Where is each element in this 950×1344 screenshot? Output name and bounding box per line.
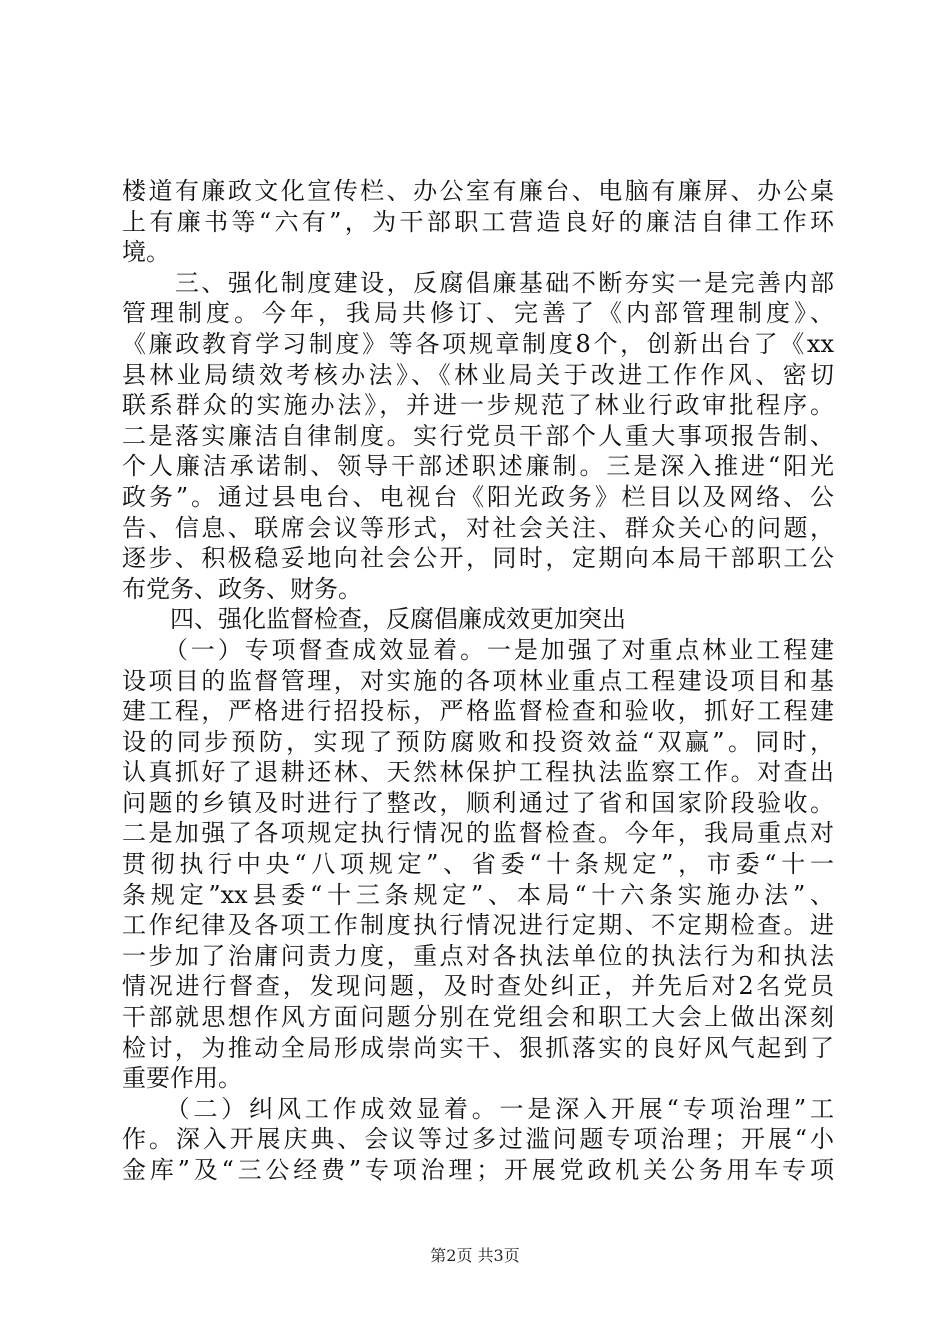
text-line: 境。 (122, 238, 170, 267)
text-line: 个人廉洁承诺制、领导干部述职述廉制。三是深入推进“阳光 (122, 452, 834, 481)
text-line: 告、信息、联席会议等形式，对社会关注、群众关心的问题， (122, 513, 834, 542)
text-line: 布党务、政务、财务。 (122, 574, 362, 603)
text-line: 检讨，为推动全局形成崇尚实干、狠抓落实的良好风气起到了 (122, 1033, 834, 1062)
text-line: 贯彻执行中央“八项规定”、省委“十条规定”，市委“十一 (122, 850, 834, 879)
text-line: 重要作用。 (122, 1064, 242, 1093)
text-line: 干部就思想作风方面问题分别在党组会和职工大会上做出深刻 (122, 1003, 834, 1032)
text-line: 问题的乡镇及时进行了整改，顺利通过了省和国家阶段验收。 (122, 788, 834, 817)
text-line: （二）纠风工作成效显着。一是深入开展“专项治理”工 (122, 1094, 834, 1123)
text-line: 管理制度。今年，我局共修订、完善了《内部管理制度》、 (122, 299, 834, 328)
text-line: 四、强化监督检查，反腐倡廉成效更加突出 (122, 605, 626, 634)
text-line: 二是加强了各项规定执行情况的监督检查。今年，我局重点对 (122, 819, 834, 848)
text-line: 政务”。通过县电台、电视台《阳光政务》栏目以及网络、公 (122, 482, 834, 511)
text-line: 一步加了治庸问责力度，重点对各执法单位的执法行为和执法 (122, 941, 834, 970)
page-footer (0, 1246, 950, 1266)
text-line: 建工程，严格进行招投标，严格监督检查和验收，抓好工程建 (122, 697, 834, 726)
text-line: 作。深入开展庆典、会议等过多过滥问题专项治理；开展“小 (122, 1125, 834, 1154)
text-line: 楼道有廉政文化宣传栏、办公室有廉台、电脑有廉屏、办公桌 (122, 177, 834, 205)
page-number-label: 第2页 共3页 (430, 1246, 520, 1265)
text-line: 设的同步预防，实现了预防腐败和投资效益“双赢”。同时， (122, 727, 834, 756)
text-line: （一）专项督查成效显着。一是加强了对重点林业工程建 (122, 635, 834, 664)
text-line: 《廉政教育学习制度》等各项规章制度8个，创新出台了《xx (122, 329, 834, 358)
text-line: 设项目的监督管理，对实施的各项林业重点工程建设项目和基 (122, 666, 834, 695)
text-line: 二是落实廉洁自律制度。实行党员干部个人重大事项报告制、 (122, 421, 834, 450)
text-line: 逐步、积极稳妥地向社会公开，同时，定期向本局干部职工公 (122, 544, 834, 573)
text-line: 金库”及“三公经费”专项治理；开展党政机关公务用车专项 (122, 1156, 834, 1184)
document-body (122, 176, 834, 1186)
text-line: 认真抓好了退耕还林、天然林保护工程执法监察工作。对查出 (122, 758, 834, 787)
text-line: 三、强化制度建设，反腐倡廉基础不断夯实一是完善内部 (122, 268, 834, 297)
text-line: 县林业局绩效考核办法》、《林业局关于改进工作作风、密切 (122, 360, 834, 389)
text-line: 联系群众的实施办法》，并进一步规范了林业行政审批程序。 (122, 391, 834, 420)
text-line: 条规定”xx县委“十三条规定”、本局“十六条实施办法”、 (122, 880, 834, 909)
text-line: 上有廉书等“六有”，为干部职工营造良好的廉洁自律工作环 (122, 207, 834, 236)
text-line: 工作纪律及各项工作制度执行情况进行定期、不定期检查。进 (122, 911, 834, 940)
text-line: 情况进行督查，发现问题，及时查处纠正，并先后对2名党员 (122, 972, 834, 1001)
